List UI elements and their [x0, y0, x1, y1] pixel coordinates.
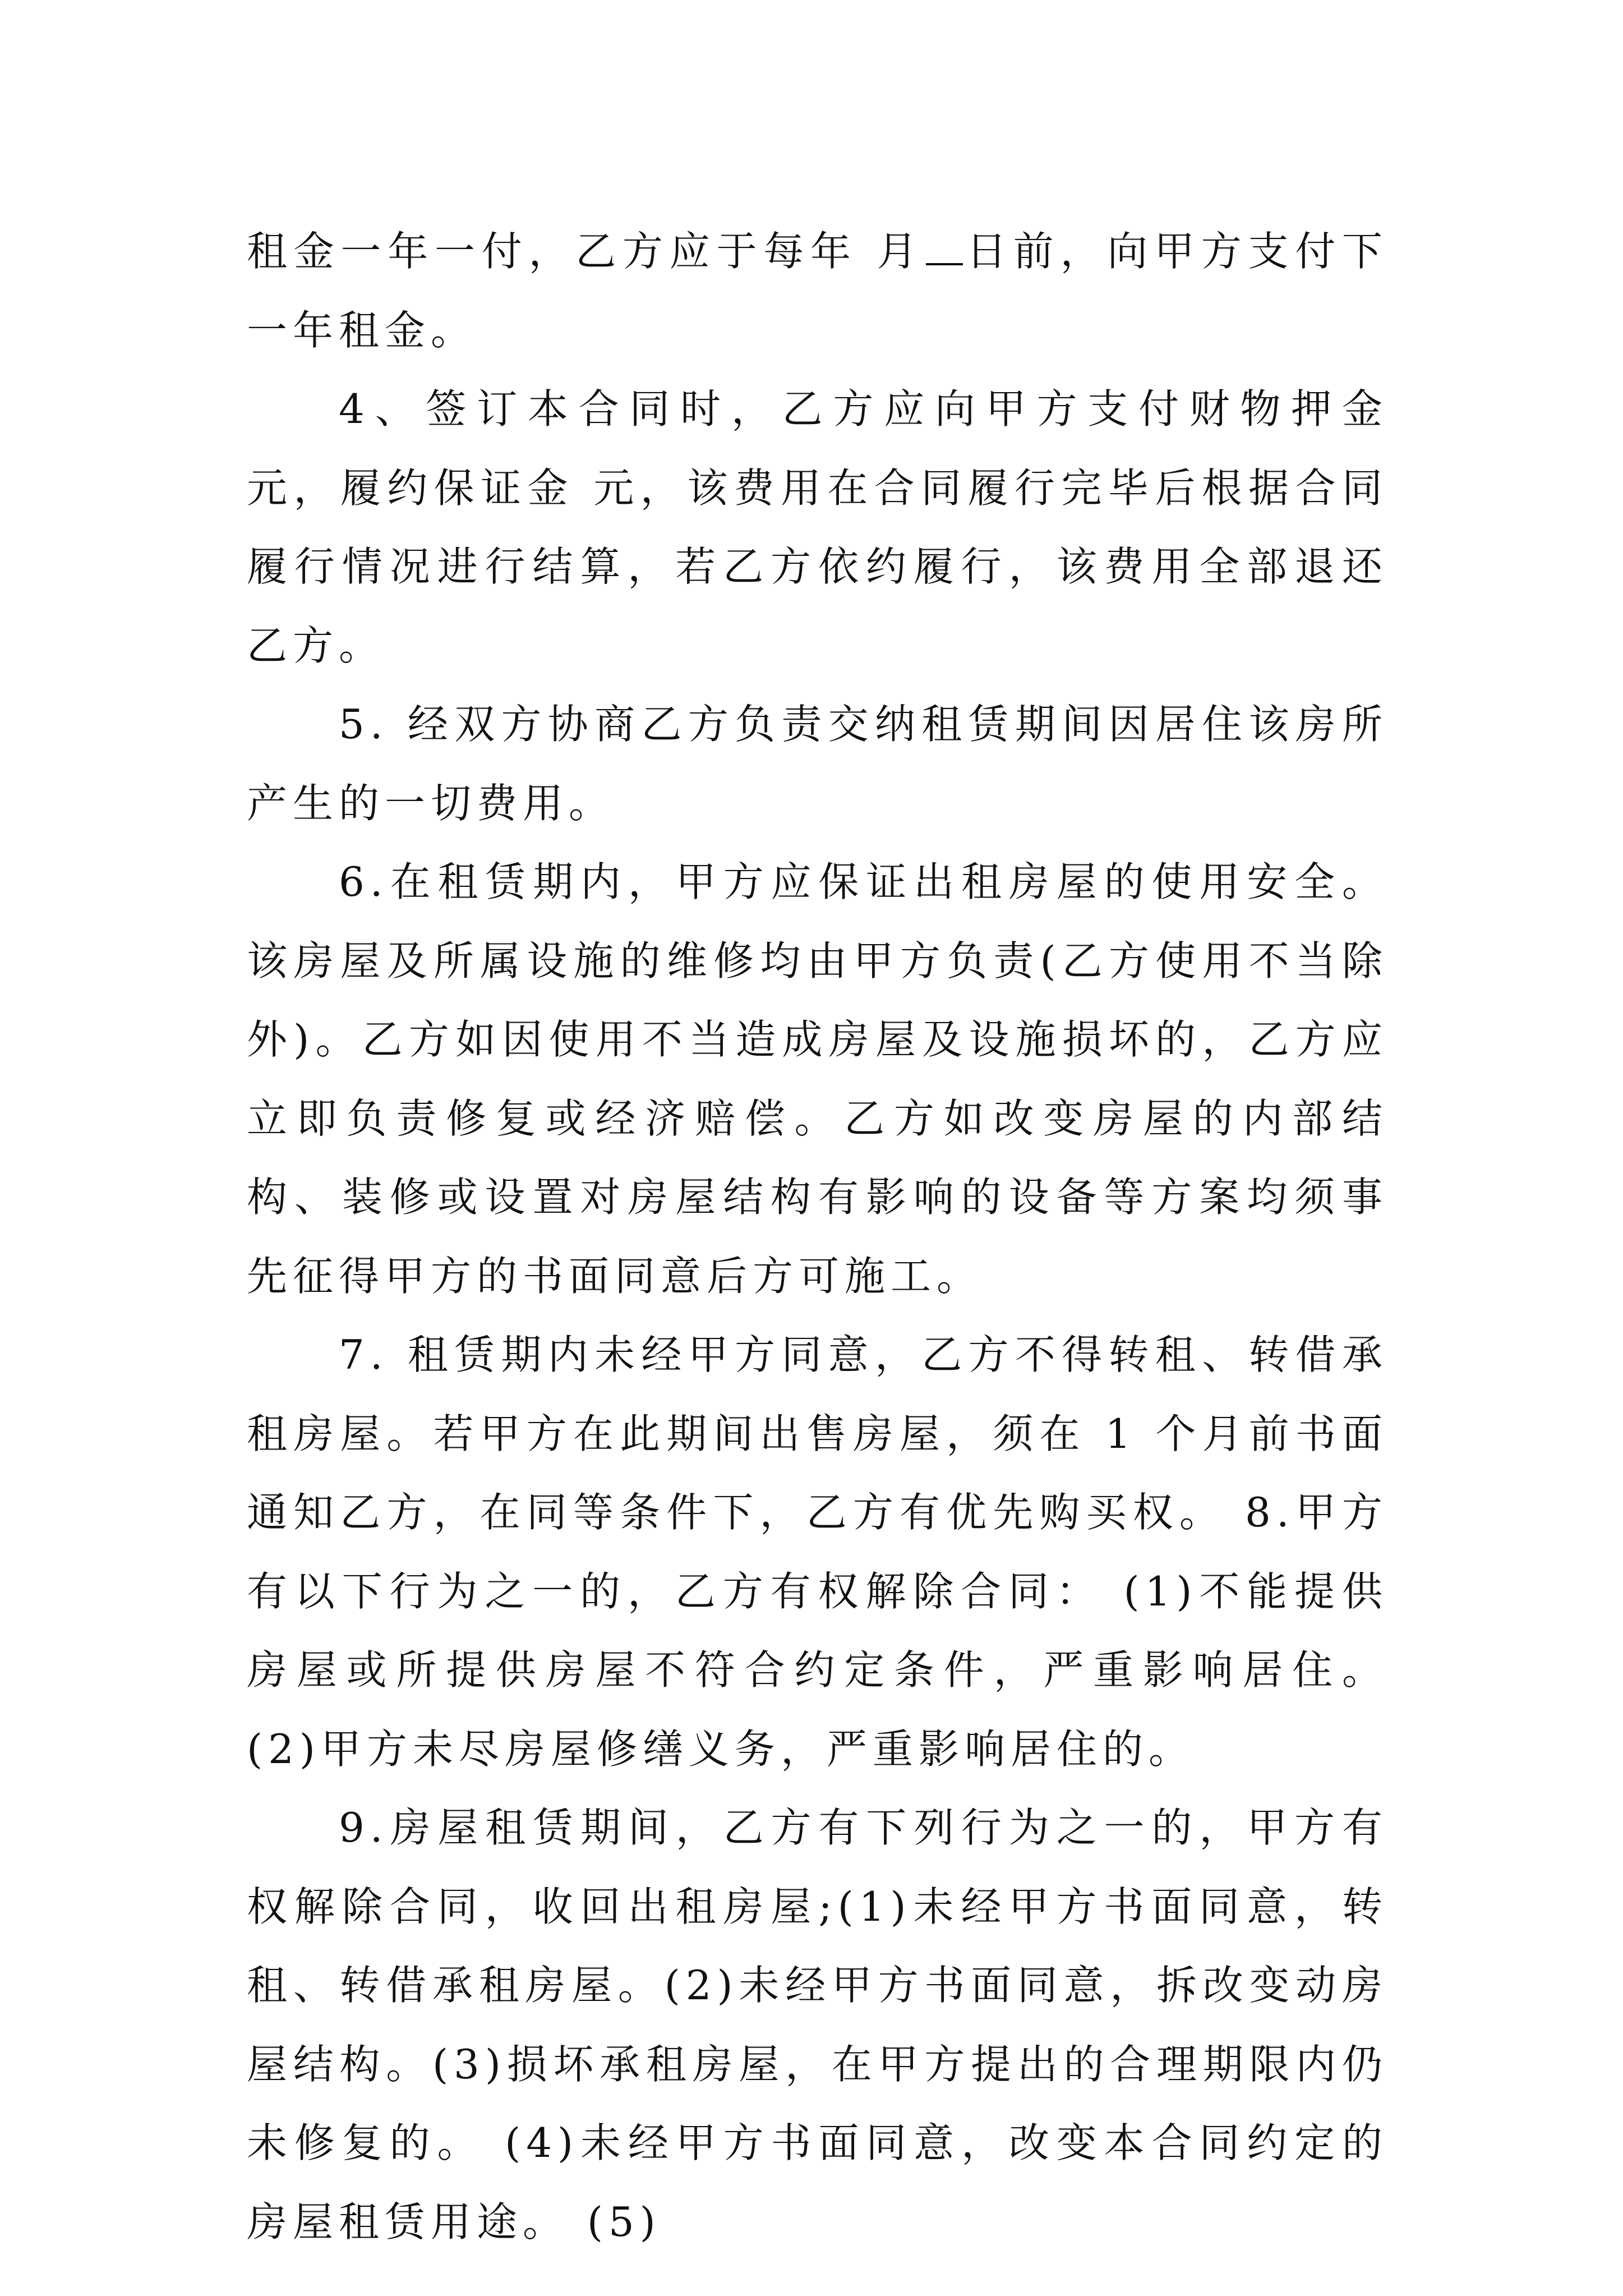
paragraph-text: 5. 经双方协商乙方负责交纳租赁期间因居住该房所产生的一切费用。 [247, 701, 1388, 827]
contract-paragraph-p5 [247, 685, 1388, 843]
contract-paragraph-p6 [247, 843, 1388, 1315]
contract-paragraph-p9 [247, 1788, 1388, 2261]
paragraph-text: 6.在租赁期内，甲方应保证出租房屋的使用安全。该房屋及所属设施的维修均由甲方负责(乙方使用不当除外)。乙方如因使用不当造成房屋及设施损坏的，乙方应立即负责修复或经济赔偿。乙方如改变房屋的内部结构、装修或设置对房屋结构有影响的设备等方案均须事先征得甲方的书面同意后方可施工。 [247, 858, 1388, 1300]
contract-paragraph-p0 [247, 212, 1388, 370]
contract-paragraph-p7 [247, 1315, 1388, 1788]
contract-paragraph-p4 [247, 370, 1388, 685]
fill-in-blank [926, 231, 963, 265]
paragraph-text: 4、签订本合同时，乙方应向甲方支付财物押金 元，履约保证金 元，该费用在合同履行完毕后根据合同履行情况进行结算，若乙方依约履行，该费用全部退还乙方。 [247, 385, 1388, 669]
paragraph-text: 日前，向甲方支付下一年租金。 [247, 228, 1388, 354]
contract-body-text [247, 212, 1388, 2261]
paragraph-text: 9.房屋租赁期间，乙方有下列行为之一的，甲方有权解除合同，收回出租房屋;(1)未经甲方书面同意，转租、转借承租房屋。(2)未经甲方书面同意，拆改变动房屋结构。(3)损坏承租房屋，在甲方提出的合理期限内仍未修复的。 (4)未经甲方书面同意，改变本合同约定的房屋租赁用途。 (5) [247, 1804, 1388, 2246]
paragraph-text: 7. 租赁期内未经甲方同意，乙方不得转租、转借承租房屋。若甲方在此期间出售房屋，须在 1 个月前书面通知乙方，在同等条件下，乙方有优先购买权。 8.甲方有以下行为之一的，乙方有权解除合同： (1)不能提供房屋或所提供房屋不符合约定条件，严重影响居住。 (2)甲方未尽房屋修缮义务，严重影响居住的。 [247, 1331, 1388, 1773]
paragraph-text: 租金一年一付，乙方应于每年 月 [247, 228, 924, 275]
